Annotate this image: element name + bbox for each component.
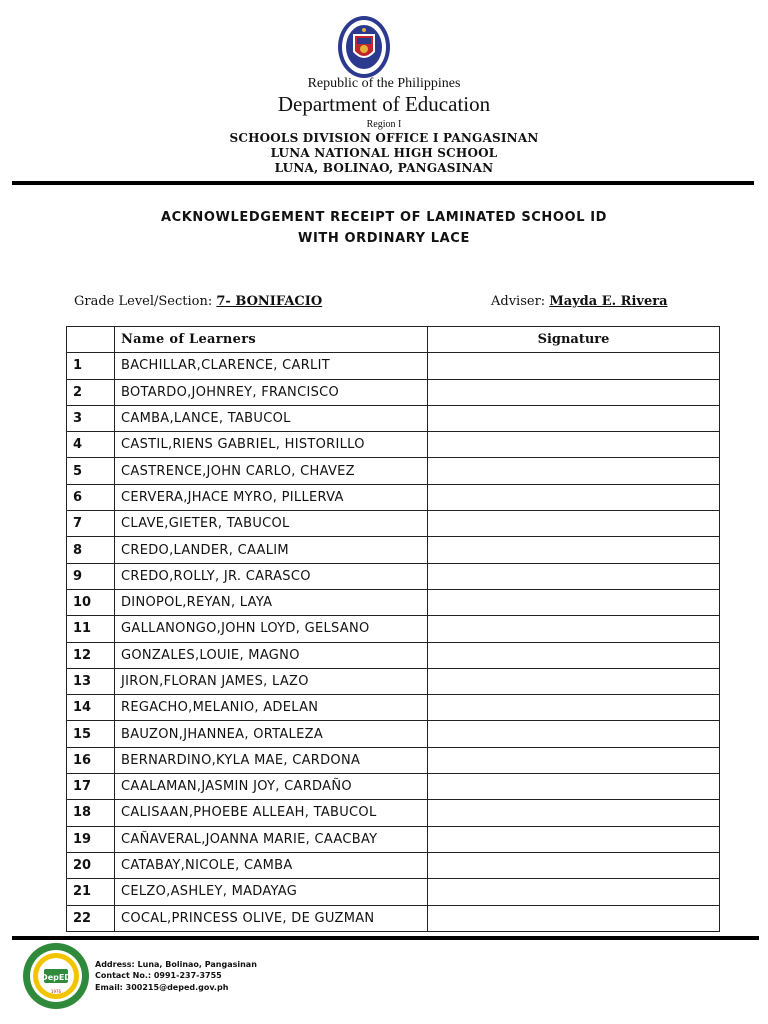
header-name: Name of Learners [115,327,428,353]
learner-name: BERNARDINO,KYLA MAE, CARDONA [115,747,428,773]
logo-text: DepED [41,973,71,982]
learner-name: BAUZON,JHANNEA, ORTALEZA [115,721,428,747]
signature-cell[interactable] [428,774,720,800]
row-number: 19 [67,826,115,852]
learner-name: CREDO,ROLLY, JR. CARASCO [115,563,428,589]
learner-name: CAMBA,LANCE, TABUCOL [115,405,428,431]
row-number: 3 [67,405,115,431]
row-number: 8 [67,537,115,563]
adviser-value: Mayda E. Rivera [549,294,668,309]
row-number: 17 [67,774,115,800]
signature-cell[interactable] [428,800,720,826]
signature-cell[interactable] [428,668,720,694]
signature-cell[interactable] [428,589,720,615]
table-row [67,668,720,694]
table-row [67,537,720,563]
row-number: 9 [67,563,115,589]
signature-cell[interactable] [428,537,720,563]
school-address: LUNA, BOLINAO, PANGASINAN [274,161,494,175]
row-number: 15 [67,721,115,747]
signature-cell[interactable] [428,511,720,537]
signature-cell[interactable] [428,905,720,931]
table-row [67,458,720,484]
table-row [67,721,720,747]
learner-name: CELZO,ASHLEY, MADAYAG [115,879,428,905]
document-title-line2: WITH ORDINARY LACE [298,231,470,246]
table-body [67,353,720,932]
department-title: Department of Education [277,92,491,116]
signature-cell[interactable] [428,458,720,484]
signature-cell[interactable] [428,405,720,431]
table-row [67,405,720,431]
learner-name: CASTRENCE,JOHN CARLO, CHAVEZ [115,458,428,484]
school-logo-icon [22,942,90,1010]
learners-table [66,326,720,932]
grade-label: Grade Level/Section: [74,294,213,309]
division-label: SCHOOLS DIVISION OFFICE I PANGASINAN [229,131,539,145]
header-number [67,327,115,353]
adviser [491,294,668,309]
row-number: 13 [67,668,115,694]
table-row [67,642,720,668]
signature-cell[interactable] [428,616,720,642]
row-number: 6 [67,484,115,510]
table-row [67,432,720,458]
learner-name: JIRON,FLORAN JAMES, LAZO [115,668,428,694]
table-row [67,852,720,878]
table-row [67,747,720,773]
learner-name: DINOPOL,REYAN, LAYA [115,589,428,615]
signature-cell[interactable] [428,563,720,589]
region-label: Region I [366,119,402,130]
row-number: 4 [67,432,115,458]
deped-seal-icon [323,14,405,80]
row-number: 5 [67,458,115,484]
learner-name: CREDO,LANDER, CAALIM [115,537,428,563]
row-number: 16 [67,747,115,773]
learner-name: CLAVE,GIETER, TABUCOL [115,511,428,537]
row-number: 21 [67,879,115,905]
row-number: 2 [67,379,115,405]
signature-cell[interactable] [428,852,720,878]
signature-cell[interactable] [428,695,720,721]
table-row [67,379,720,405]
document-title-line1: ACKNOWLEDGEMENT RECEIPT OF LAMINATED SCHOOL ID [160,210,608,225]
table-row [67,826,720,852]
table-row [67,589,720,615]
table-row [67,695,720,721]
signature-cell[interactable] [428,747,720,773]
signature-cell[interactable] [428,353,720,379]
header-signature: Signature [428,327,720,353]
grade-section [74,294,322,309]
footer-contact: Contact No.: 0991-237-3755 [95,971,222,980]
header-divider [12,181,754,185]
row-number: 22 [67,905,115,931]
learner-name: CATABAY,NICOLE, CAMBA [115,852,428,878]
grade-value: 7- BONIFACIO [216,294,323,309]
table-row [67,879,720,905]
learner-name: COCAL,PRINCESS OLIVE, DE GUZMAN [115,905,428,931]
signature-cell[interactable] [428,379,720,405]
table-row [67,800,720,826]
learner-name: CALISAAN,PHOEBE ALLEAH, TABUCOL [115,800,428,826]
row-number: 20 [67,852,115,878]
table-row [67,484,720,510]
table-row [67,905,720,931]
table-row [67,774,720,800]
row-number: 7 [67,511,115,537]
signature-cell[interactable] [428,642,720,668]
row-number: 18 [67,800,115,826]
learner-name: BACHILLAR,CLARENCE, CARLIT [115,353,428,379]
school-name: LUNA NATIONAL HIGH SCHOOL [270,146,498,160]
adviser-label: Adviser: [491,294,546,309]
signature-cell[interactable] [428,879,720,905]
signature-cell[interactable] [428,721,720,747]
row-number: 14 [67,695,115,721]
learner-name: GONZALES,LOUIE, MAGNO [115,642,428,668]
footer-address: Address: Luna, Bolinao, Pangasinan [95,960,257,969]
footer-email: Email: 300215@deped.gov.ph [95,983,229,992]
learner-name: REGACHO,MELANIO, ADELAN [115,695,428,721]
learner-name: GALLANONGO,JOHN LOYD, GELSANO [115,616,428,642]
signature-cell[interactable] [428,432,720,458]
row-number: 1 [67,353,115,379]
signature-cell[interactable] [428,484,720,510]
table-row [67,563,720,589]
learner-name: CAALAMAN,JASMIN JOY, CARDAÑO [115,774,428,800]
learner-name: CASTIL,RIENS GABRIEL, HISTORILLO [115,432,428,458]
signature-cell[interactable] [428,826,720,852]
table-row [67,616,720,642]
footer-divider [12,936,759,940]
table-row [67,511,720,537]
row-number: 11 [67,616,115,642]
row-number: 10 [67,589,115,615]
row-number: 12 [67,642,115,668]
table-row [67,353,720,379]
table-header-row [67,327,720,353]
learner-name: CAÑAVERAL,JOANNA MARIE, CAACBAY [115,826,428,852]
republic-label: Republic of the Philippines [307,76,461,91]
learner-name: BOTARDO,JOHNREY, FRANCISCO [115,379,428,405]
logo-year: 1976 [50,989,62,994]
learner-name: CERVERA,JHACE MYRO, PILLERVA [115,484,428,510]
